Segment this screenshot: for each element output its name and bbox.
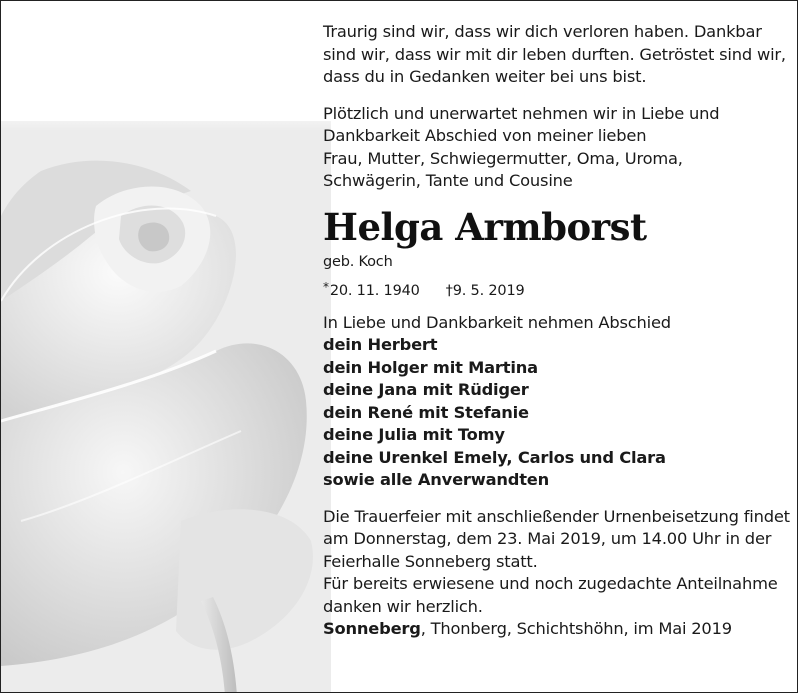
birth-date: 20. 11. 1940 <box>329 282 420 299</box>
deceased-name: Helga Armborst <box>323 204 647 249</box>
mourner: deine Urenkel Emely, Carlos und Clara <box>323 447 666 467</box>
mourner: dein Herbert <box>323 335 438 354</box>
thanks-note <box>323 573 793 618</box>
thanks-line: Für bereits erwiesene und noch zugedachte Anteilnahme <box>323 574 778 593</box>
intro-line: dass du in Gedanken weiter bei uns bist. <box>323 67 647 86</box>
funeral-line: Feierhalle Sonneberg statt. <box>323 551 538 571</box>
mourner: deine Jana mit Rüdiger <box>323 380 529 399</box>
signature-place: Sonneberg <box>323 619 421 638</box>
signature <box>323 618 793 641</box>
mourners-list <box>323 312 793 492</box>
announcement-line: Frau, Mutter, Schwiegermutter, Oma, Uroma, <box>323 148 683 168</box>
intro-verse <box>323 21 793 89</box>
intro-line: Traurig sind wir, dass wir dich verloren haben. Dankbar <box>323 22 762 41</box>
announcement-line: Schwägerin, Tante und Cousine <box>323 171 573 190</box>
death-symbol: † <box>445 282 453 299</box>
death-date: 9. 5. 2019 <box>452 282 525 299</box>
birth-symbol: * <box>323 279 329 294</box>
mourner: sowie alle Anverwandten <box>323 470 550 489</box>
signature-rest: , Thonberg, Schichtshöhn, im Mai 2019 <box>420 619 732 638</box>
thanks-line: danken wir herzlich. <box>323 596 483 616</box>
maiden-name: geb. Koch <box>323 253 393 270</box>
announcement <box>323 103 793 193</box>
life-dates <box>323 276 793 302</box>
announcement-line: Dankbarkeit Abschied von meiner lieben <box>323 126 647 145</box>
mourner: dein Holger mit Martina <box>323 357 538 377</box>
mourner: dein René mit Stefanie <box>323 402 529 422</box>
funeral-line: am Donnerstag, dem 23. Mai 2019, um 14.00 Uhr in der <box>323 529 772 548</box>
funeral-details <box>323 506 793 574</box>
announcement-line: Plötzlich und unerwartet nehmen wir in Liebe und <box>323 103 720 123</box>
mourner: deine Julia mit Tomy <box>323 425 505 444</box>
funeral-line: Die Trauerfeier mit anschließender Urnenbeisetzung findet <box>323 506 790 526</box>
mourners-intro: In Liebe und Dankbarkeit nehmen Abschied <box>323 312 671 332</box>
intro-line: sind wir, dass wir mit dir leben durften. Getröstet sind wir, <box>323 44 786 64</box>
obituary-text <box>323 21 793 641</box>
